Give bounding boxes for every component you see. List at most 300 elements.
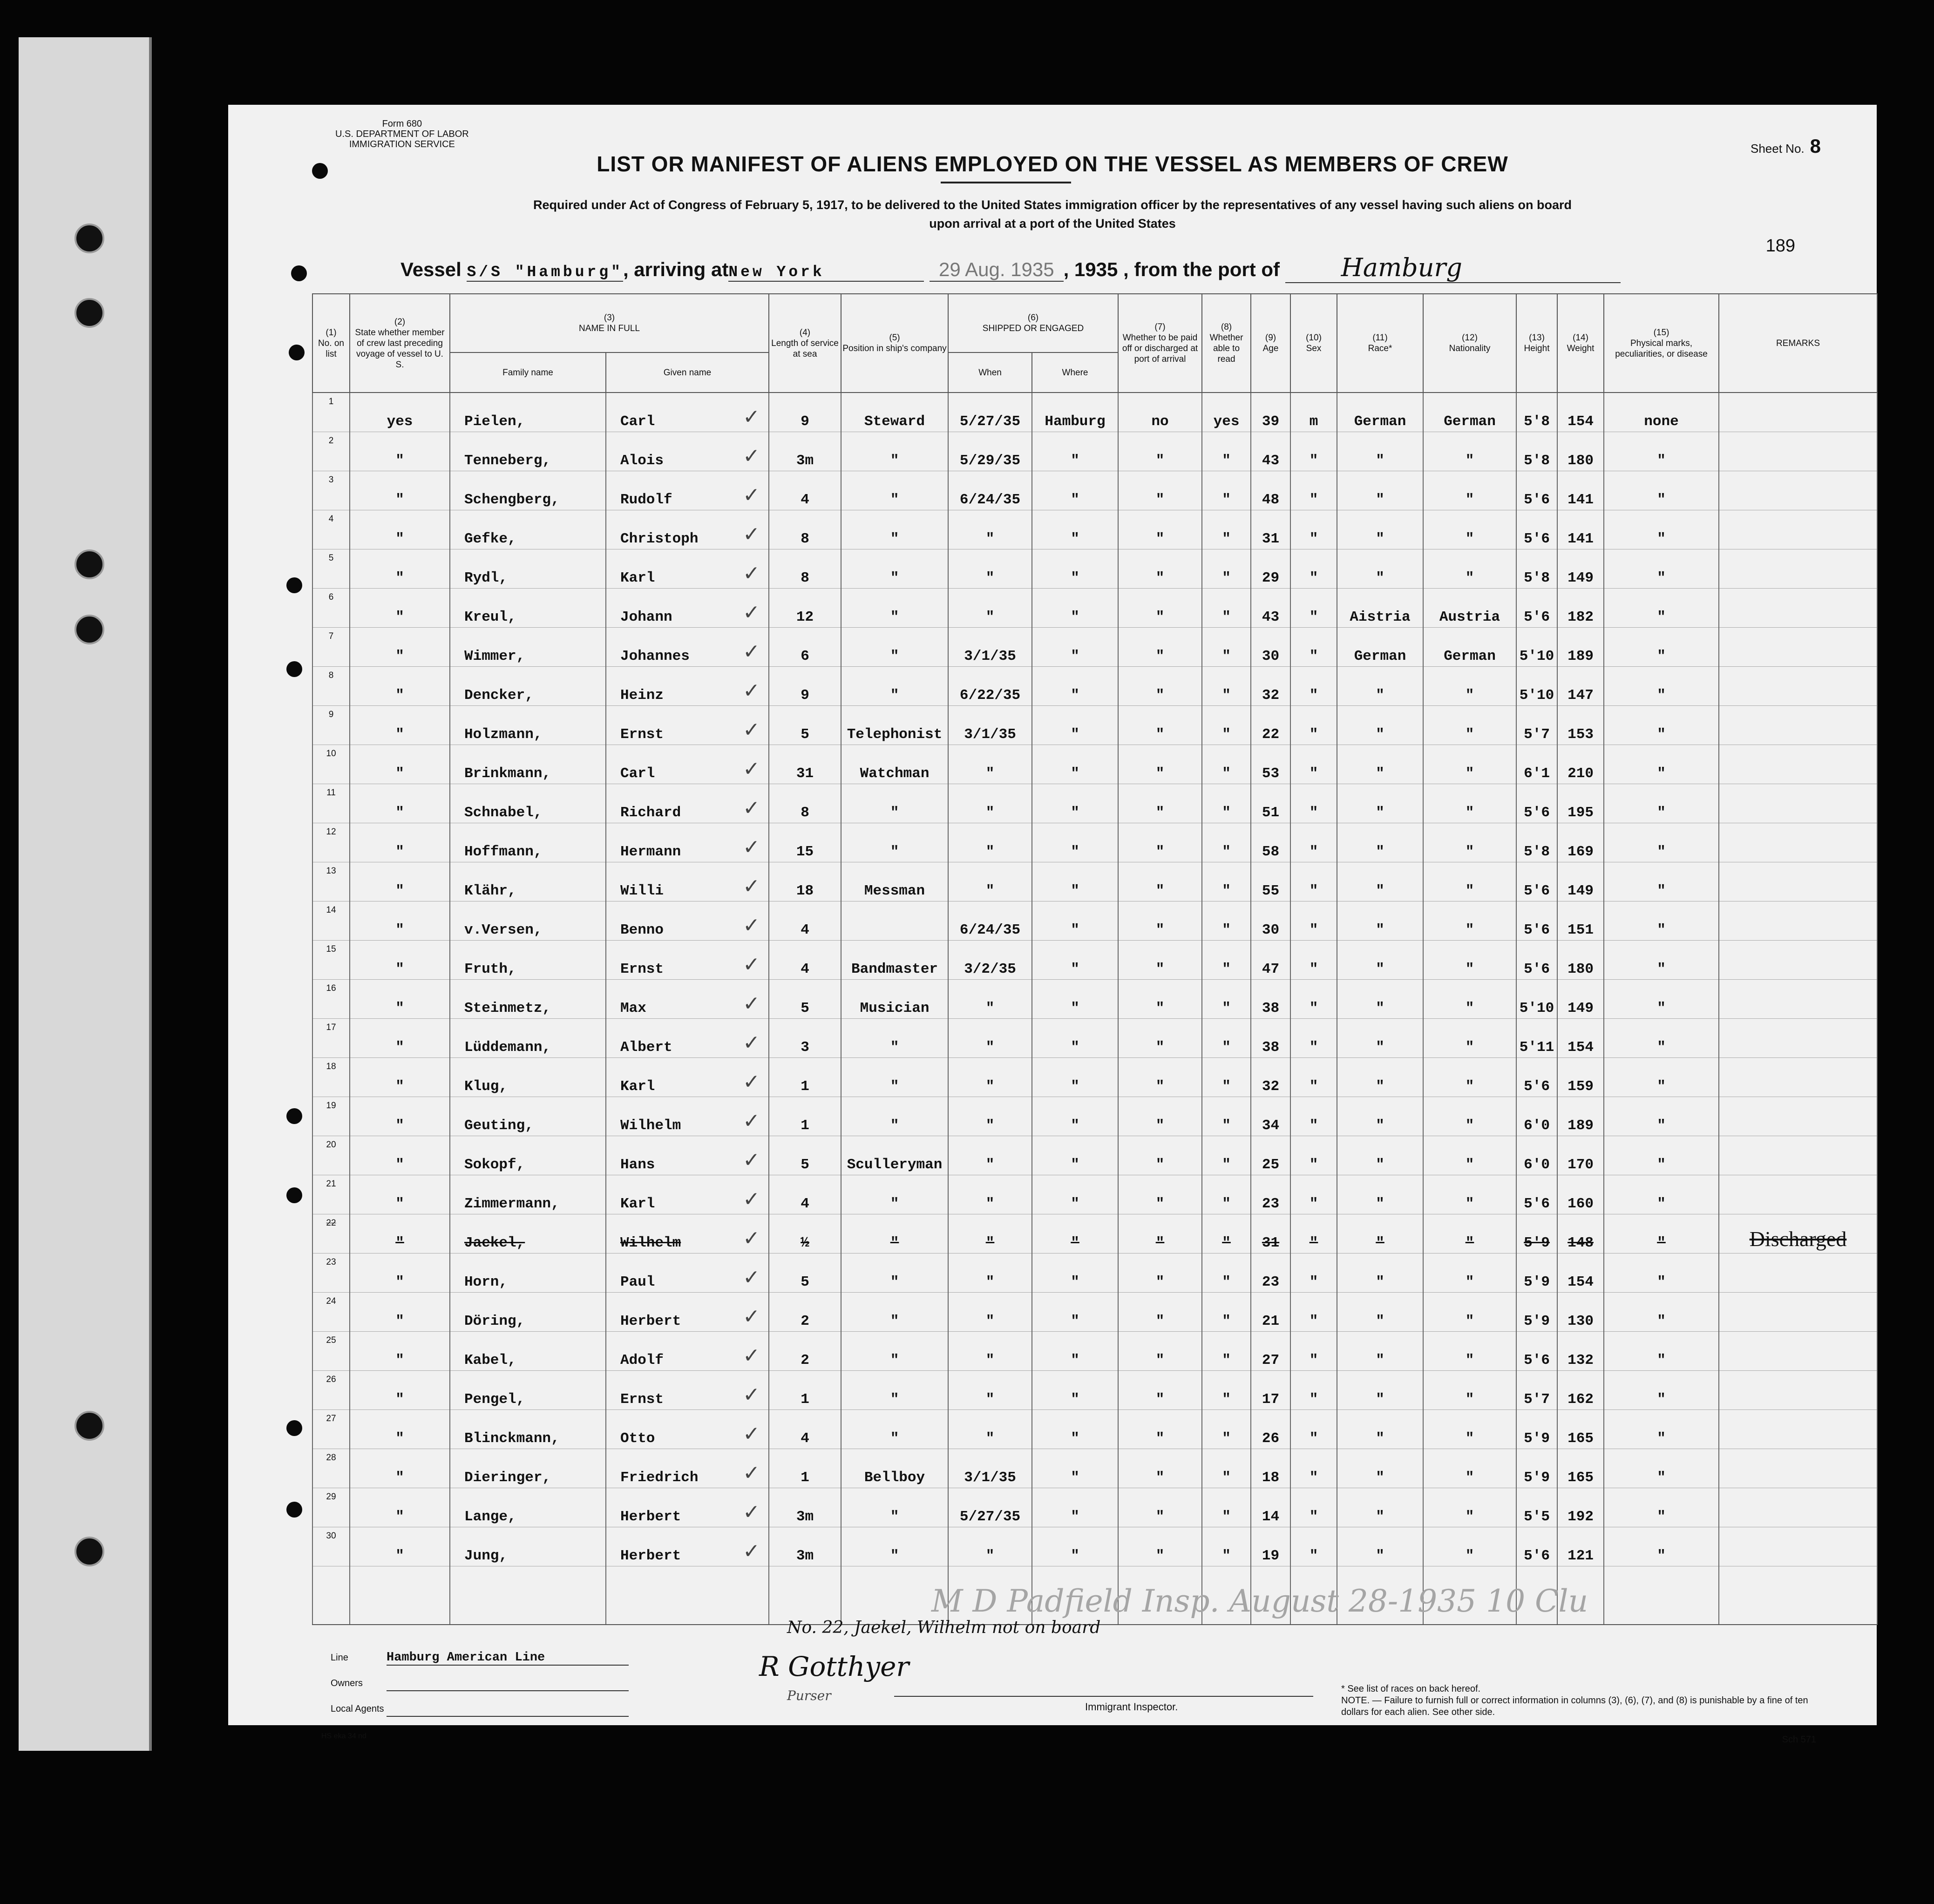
- family-name-text: Zimmermann,: [464, 1196, 560, 1212]
- physical-marks-text: ": [1657, 531, 1666, 547]
- cell-shipped-where: [1032, 432, 1118, 471]
- cell-physical-marks: [1604, 510, 1719, 549]
- cell-age: [1251, 1097, 1290, 1136]
- cell-family-name: [450, 1214, 606, 1254]
- age-text: 18: [1262, 1470, 1280, 1486]
- paid-off-text: ": [1155, 805, 1165, 821]
- height-text: 5'8: [1524, 453, 1550, 469]
- cell-shipped-when: [948, 628, 1032, 667]
- cell-physical-marks: [1604, 941, 1719, 980]
- cell-physical-marks: [1604, 823, 1719, 862]
- given-name-text: Benno: [620, 922, 664, 938]
- weight-text: 151: [1568, 922, 1594, 938]
- cell-race: [1337, 549, 1423, 589]
- height-text: 6'0: [1524, 1157, 1550, 1173]
- cell-able-to-read: [1202, 1136, 1251, 1175]
- cell-able-to-read: [1202, 706, 1251, 745]
- cell-nationality: [1423, 901, 1516, 941]
- inspector-label: Immigrant Inspector.: [1085, 1701, 1178, 1713]
- shipped-where-text: ": [1071, 1430, 1079, 1447]
- paid-off-text: ": [1155, 648, 1165, 664]
- weight-text: 153: [1568, 726, 1594, 743]
- shipped-where-text: ": [1071, 453, 1079, 469]
- cell-height: [1516, 589, 1557, 628]
- cell-shipped-where: [1032, 1488, 1118, 1527]
- service-length-text: 1: [801, 1391, 809, 1408]
- crew-status-text: ": [395, 687, 404, 704]
- cell-weight: [1557, 1488, 1604, 1527]
- cell-shipped-where: [1032, 1332, 1118, 1371]
- col-title: REMARKS: [1776, 338, 1820, 348]
- weight-text: 162: [1568, 1391, 1594, 1408]
- cell-crew-status: [350, 1019, 450, 1058]
- cell-crew-status: [350, 745, 450, 784]
- cell-family-name: [450, 784, 606, 823]
- cell-race: [1337, 432, 1423, 471]
- cell-physical-marks: [1604, 549, 1719, 589]
- cell-nationality: [1423, 1058, 1516, 1097]
- punch-hole: [289, 345, 305, 360]
- cell-sex: [1290, 1254, 1337, 1293]
- cell-paid-off: [1118, 901, 1202, 941]
- cell-paid-off: [1118, 510, 1202, 549]
- family-name-text: Brinkmann,: [464, 766, 551, 782]
- crew-row: [312, 1214, 1877, 1254]
- cell-able-to-read: [1202, 1058, 1251, 1097]
- col-num: (13): [1529, 333, 1545, 343]
- physical-marks-text: ": [1657, 648, 1666, 664]
- cell-able-to-read: [1202, 1293, 1251, 1332]
- cell-row-number: [312, 1097, 350, 1136]
- cell-family-name: [450, 1410, 606, 1449]
- cell-shipped-where: [1032, 589, 1118, 628]
- paid-off-text: ": [1155, 883, 1165, 899]
- checkmark-icon: ✓: [743, 1305, 760, 1328]
- col-remarks: [1719, 294, 1877, 393]
- crew-row: [312, 1058, 1877, 1097]
- col-position: [841, 294, 948, 393]
- shipped-where-text: ": [1071, 1509, 1079, 1525]
- cell-remarks: [1719, 745, 1877, 784]
- shipped-when-text: 5/27/35: [959, 413, 1021, 430]
- row-number-text: 7: [328, 631, 334, 641]
- race-text: ": [1376, 570, 1384, 586]
- cell-nationality: [1423, 706, 1516, 745]
- cell-crew-status: [350, 1488, 450, 1527]
- col-service: [769, 294, 841, 393]
- cell-family-name: [450, 589, 606, 628]
- cell-remarks: [1719, 1449, 1877, 1488]
- age-text: 34: [1262, 1118, 1280, 1134]
- sex-text: ": [1309, 1509, 1318, 1525]
- height-text: 5'6: [1524, 1352, 1550, 1369]
- cell-age: [1251, 1527, 1290, 1566]
- shipped-where-text: ": [1071, 1470, 1079, 1486]
- cell-age: [1251, 1488, 1290, 1527]
- physical-marks-text: ": [1657, 1039, 1666, 1056]
- cell-shipped-when: [948, 1254, 1032, 1293]
- able-to-read-text: ": [1222, 883, 1231, 899]
- cell-nationality: [1423, 1488, 1516, 1527]
- position-text: Steward: [864, 413, 925, 430]
- height-text: 5'10: [1519, 648, 1554, 664]
- cell-shipped-where: [1032, 393, 1118, 432]
- cell-physical-marks: [1604, 706, 1719, 745]
- cell-service-length: [769, 784, 841, 823]
- cell-race: [1337, 901, 1423, 941]
- binder-hole: [75, 224, 104, 253]
- cell-shipped-when: [948, 589, 1032, 628]
- cell-able-to-read: [1202, 432, 1251, 471]
- weight-text: 141: [1568, 492, 1594, 508]
- weight-text: 149: [1568, 1000, 1594, 1016]
- checkmark-icon: ✓: [743, 1344, 760, 1368]
- cell-service-length: [769, 432, 841, 471]
- line-value: Hamburg American Line: [387, 1651, 629, 1666]
- cell-shipped-where: [1032, 862, 1118, 901]
- shipped-where-text: ": [1071, 1039, 1079, 1056]
- nationality-text: German: [1444, 648, 1496, 664]
- cell-weight: [1557, 1175, 1604, 1214]
- shipped-when-text: 5/29/35: [959, 453, 1021, 469]
- family-name-text: v.Versen,: [464, 922, 543, 938]
- cell-remarks: [1719, 1488, 1877, 1527]
- service-length-text: 4: [801, 492, 809, 508]
- cell-crew-status: [350, 1449, 450, 1488]
- cell-shipped-where: [1032, 471, 1118, 510]
- service-length-text: 5: [801, 1274, 809, 1290]
- height-text: 5'7: [1524, 726, 1550, 743]
- cell-position: [841, 628, 948, 667]
- cell-given-name: [606, 980, 769, 1019]
- service-length-text: 9: [801, 413, 809, 430]
- punch-hole: [286, 1108, 302, 1124]
- cell-able-to-read: [1202, 784, 1251, 823]
- checkmark-icon: ✓: [743, 1070, 760, 1094]
- nationality-text: ": [1465, 961, 1474, 977]
- col-num: (15): [1653, 327, 1669, 338]
- cell-service-length: [769, 510, 841, 549]
- shipped-when-text: 3/1/35: [964, 648, 1016, 664]
- shipped-when-text: ": [985, 766, 995, 782]
- crew-row: [312, 589, 1877, 628]
- cell-weight: [1557, 1254, 1604, 1293]
- given-name-text: Max: [620, 1000, 646, 1016]
- blank-cell: [606, 1566, 769, 1625]
- checkmark-icon: ✓: [743, 796, 760, 820]
- cell-crew-status: [350, 823, 450, 862]
- cell-able-to-read: [1202, 823, 1251, 862]
- able-to-read-text: ": [1222, 844, 1231, 860]
- cell-row-number: [312, 510, 350, 549]
- row-number-text: 25: [326, 1335, 336, 1345]
- able-to-read-text: ": [1222, 531, 1231, 547]
- cell-crew-status: [350, 1254, 450, 1293]
- cell-service-length: [769, 589, 841, 628]
- cell-row-number: [312, 471, 350, 510]
- cell-able-to-read: [1202, 1449, 1251, 1488]
- cell-crew-status: [350, 589, 450, 628]
- cell-race: [1337, 1175, 1423, 1214]
- cell-row-number: [312, 1058, 350, 1097]
- cell-position: [841, 471, 948, 510]
- cell-given-name: [606, 628, 769, 667]
- age-text: 51: [1262, 805, 1280, 821]
- cell-sex: [1290, 784, 1337, 823]
- cell-crew-status: [350, 1332, 450, 1371]
- cell-age: [1251, 823, 1290, 862]
- cell-sex: [1290, 1332, 1337, 1371]
- sex-text: ": [1309, 844, 1318, 860]
- weight-text: 195: [1568, 805, 1594, 821]
- cell-weight: [1557, 1449, 1604, 1488]
- paid-off-text: ": [1155, 766, 1165, 782]
- height-text: 5'6: [1524, 805, 1550, 821]
- cell-able-to-read: [1202, 667, 1251, 706]
- crew-row: [312, 1019, 1877, 1058]
- manifest-sheet: [228, 105, 1877, 1745]
- col-num: (2): [394, 317, 406, 327]
- crew-status-text: ": [395, 531, 404, 547]
- cell-nationality: [1423, 862, 1516, 901]
- cell-race: [1337, 628, 1423, 667]
- cell-given-name: [606, 549, 769, 589]
- paid-off-text: ": [1155, 687, 1165, 704]
- age-text: 31: [1262, 531, 1280, 547]
- cell-sex: [1290, 1175, 1337, 1214]
- service-length-text: 1: [801, 1118, 809, 1134]
- schedule-number: Sch 571: [1782, 1735, 1816, 1745]
- col-title: Physical marks, peculiarities, or disease: [1615, 338, 1708, 359]
- age-text: 29: [1262, 570, 1280, 586]
- shipped-where-text: ": [1071, 766, 1079, 782]
- shipped-when-text: ": [985, 805, 995, 821]
- family-name-text: Gefke,: [464, 531, 516, 547]
- cell-age: [1251, 1371, 1290, 1410]
- cell-crew-status: [350, 471, 450, 510]
- crew-row: [312, 1527, 1877, 1566]
- paid-off-text: ": [1155, 492, 1165, 508]
- paid-off-text: ": [1155, 1391, 1165, 1408]
- shipped-when-text: ": [985, 1039, 995, 1056]
- shipped-where-text: ": [1071, 687, 1079, 704]
- shipped-where-text: ": [1071, 1274, 1079, 1290]
- row-number-text: 27: [326, 1414, 336, 1423]
- arriving-label: , arriving at: [623, 258, 729, 280]
- row-number-text: 9: [328, 710, 334, 719]
- cell-given-name: [606, 1488, 769, 1527]
- weight-text: 189: [1568, 1118, 1594, 1134]
- position-text: ": [890, 531, 899, 547]
- cell-sex: [1290, 1527, 1337, 1566]
- position-text: ": [890, 805, 899, 821]
- checkmark-icon: ✓: [743, 522, 760, 546]
- height-text: 5'6: [1524, 609, 1550, 625]
- cell-family-name: [450, 1019, 606, 1058]
- given-name-text: Hermann: [620, 844, 681, 860]
- col-crew: [350, 294, 450, 393]
- crew-status-text: ": [395, 609, 404, 625]
- cell-paid-off: [1118, 1058, 1202, 1097]
- row-number-text: 15: [326, 944, 336, 954]
- cell-age: [1251, 1449, 1290, 1488]
- family-name-text: Blinckmann,: [464, 1430, 560, 1447]
- cell-row-number: [312, 667, 350, 706]
- cell-crew-status: [350, 667, 450, 706]
- owners-value: [387, 1676, 629, 1691]
- cell-sex: [1290, 1488, 1337, 1527]
- cell-paid-off: [1118, 1019, 1202, 1058]
- family-name-text: Lange,: [464, 1509, 516, 1525]
- sex-text: ": [1309, 1548, 1318, 1564]
- cell-shipped-where: [1032, 1449, 1118, 1488]
- cell-nationality: [1423, 589, 1516, 628]
- cell-given-name: [606, 432, 769, 471]
- weight-text: 192: [1568, 1509, 1594, 1525]
- cell-age: [1251, 393, 1290, 432]
- agents-label: Local Agents: [331, 1704, 384, 1714]
- cell-family-name: [450, 1332, 606, 1371]
- cell-given-name: [606, 1293, 769, 1332]
- cell-crew-status: [350, 1214, 450, 1254]
- cell-physical-marks: [1604, 471, 1719, 510]
- cell-family-name: [450, 1097, 606, 1136]
- crew-status-text: ": [395, 1509, 404, 1525]
- age-text: 26: [1262, 1430, 1280, 1447]
- title-rule: [941, 182, 1071, 183]
- remarks-text: Discharged: [1749, 1227, 1847, 1251]
- cell-able-to-read: [1202, 745, 1251, 784]
- cell-physical-marks: [1604, 589, 1719, 628]
- legal-note: [1341, 1683, 1830, 1718]
- given-name-text: Herbert: [620, 1313, 681, 1329]
- cell-remarks: [1719, 628, 1877, 667]
- cell-crew-status: [350, 1293, 450, 1332]
- cell-height: [1516, 1293, 1557, 1332]
- family-name-text: Kreul,: [464, 609, 516, 625]
- service-length-text: 3m: [796, 453, 814, 469]
- shipped-when-text: ": [985, 609, 995, 625]
- height-text: 5'8: [1524, 844, 1550, 860]
- cell-service-length: [769, 1449, 841, 1488]
- cell-remarks: [1719, 706, 1877, 745]
- crew-row: [312, 745, 1877, 784]
- cell-position: [841, 862, 948, 901]
- cell-able-to-read: [1202, 1019, 1251, 1058]
- cell-crew-status: [350, 510, 450, 549]
- cell-weight: [1557, 1097, 1604, 1136]
- cell-crew-status: [350, 784, 450, 823]
- cell-sex: [1290, 1019, 1337, 1058]
- crew-status-text: ": [395, 1078, 404, 1095]
- shipped-where-text: ": [1071, 1118, 1079, 1134]
- cell-position: [841, 941, 948, 980]
- cell-remarks: [1719, 901, 1877, 941]
- cell-paid-off: [1118, 1527, 1202, 1566]
- height-text: 5'6: [1524, 883, 1550, 899]
- cell-shipped-where: [1032, 706, 1118, 745]
- cell-race: [1337, 1019, 1423, 1058]
- cell-shipped-where: [1032, 745, 1118, 784]
- shipped-when-text: 6/22/35: [959, 687, 1021, 704]
- cell-sex: [1290, 549, 1337, 589]
- given-name-text: Carl: [620, 413, 655, 430]
- cell-service-length: [769, 1410, 841, 1449]
- cell-given-name: [606, 471, 769, 510]
- cell-remarks: [1719, 667, 1877, 706]
- cell-race: [1337, 1136, 1423, 1175]
- physical-marks-text: ": [1657, 492, 1666, 508]
- row-number-text: 30: [326, 1531, 336, 1541]
- cell-physical-marks: [1604, 784, 1719, 823]
- cell-sex: [1290, 901, 1337, 941]
- family-name-text: Klug,: [464, 1078, 508, 1095]
- col-title: Height: [1524, 344, 1550, 353]
- cell-nationality: [1423, 1371, 1516, 1410]
- cell-given-name: [606, 823, 769, 862]
- cell-weight: [1557, 706, 1604, 745]
- row-number-text: 22: [326, 1218, 336, 1228]
- cell-weight: [1557, 510, 1604, 549]
- family-name-text: Schengberg,: [464, 492, 560, 508]
- cell-remarks: [1719, 823, 1877, 862]
- shipped-where-text: ": [1071, 1000, 1079, 1016]
- cell-race: [1337, 393, 1423, 432]
- sex-text: ": [1309, 922, 1318, 938]
- punch-hole: [286, 577, 302, 593]
- cell-able-to-read: [1202, 393, 1251, 432]
- cell-weight: [1557, 1293, 1604, 1332]
- weight-text: 180: [1568, 961, 1594, 977]
- position-text: ": [890, 1235, 899, 1251]
- given-name-text: Herbert: [620, 1509, 681, 1525]
- paid-off-text: no: [1151, 413, 1169, 430]
- cell-family-name: [450, 823, 606, 862]
- age-text: 31: [1262, 1235, 1280, 1251]
- col-no: [312, 294, 350, 393]
- row-number-text: 11: [326, 788, 336, 798]
- physical-marks-text: ": [1657, 1430, 1666, 1447]
- shipped-where-text: ": [1071, 961, 1079, 977]
- physical-marks-text: ": [1657, 1548, 1666, 1564]
- cell-position: [841, 784, 948, 823]
- race-text: ": [1376, 531, 1384, 547]
- cell-shipped-where: [1032, 823, 1118, 862]
- cell-age: [1251, 941, 1290, 980]
- shipped-when-text: ": [985, 1430, 995, 1447]
- weight-text: 210: [1568, 766, 1594, 782]
- service-length-text: 1: [801, 1470, 809, 1486]
- cell-position: [841, 549, 948, 589]
- cell-shipped-where: [1032, 1097, 1118, 1136]
- cell-family-name: [450, 862, 606, 901]
- cell-remarks: [1719, 1371, 1877, 1410]
- cell-physical-marks: [1604, 745, 1719, 784]
- race-text: ": [1376, 1548, 1384, 1564]
- year-label: , 1935 , from the port of: [1063, 258, 1280, 280]
- physical-marks-text: ": [1657, 726, 1666, 743]
- paid-off-text: ": [1155, 922, 1165, 938]
- cell-physical-marks: [1604, 1332, 1719, 1371]
- shipped-when-text: 6/24/35: [959, 922, 1021, 938]
- cell-paid-off: [1118, 393, 1202, 432]
- paid-off-text: ": [1155, 609, 1165, 625]
- height-text: 5'6: [1524, 531, 1550, 547]
- crew-table: [312, 293, 1878, 1625]
- cell-shipped-when: [948, 1214, 1032, 1254]
- cell-row-number: [312, 1371, 350, 1410]
- cell-weight: [1557, 1371, 1604, 1410]
